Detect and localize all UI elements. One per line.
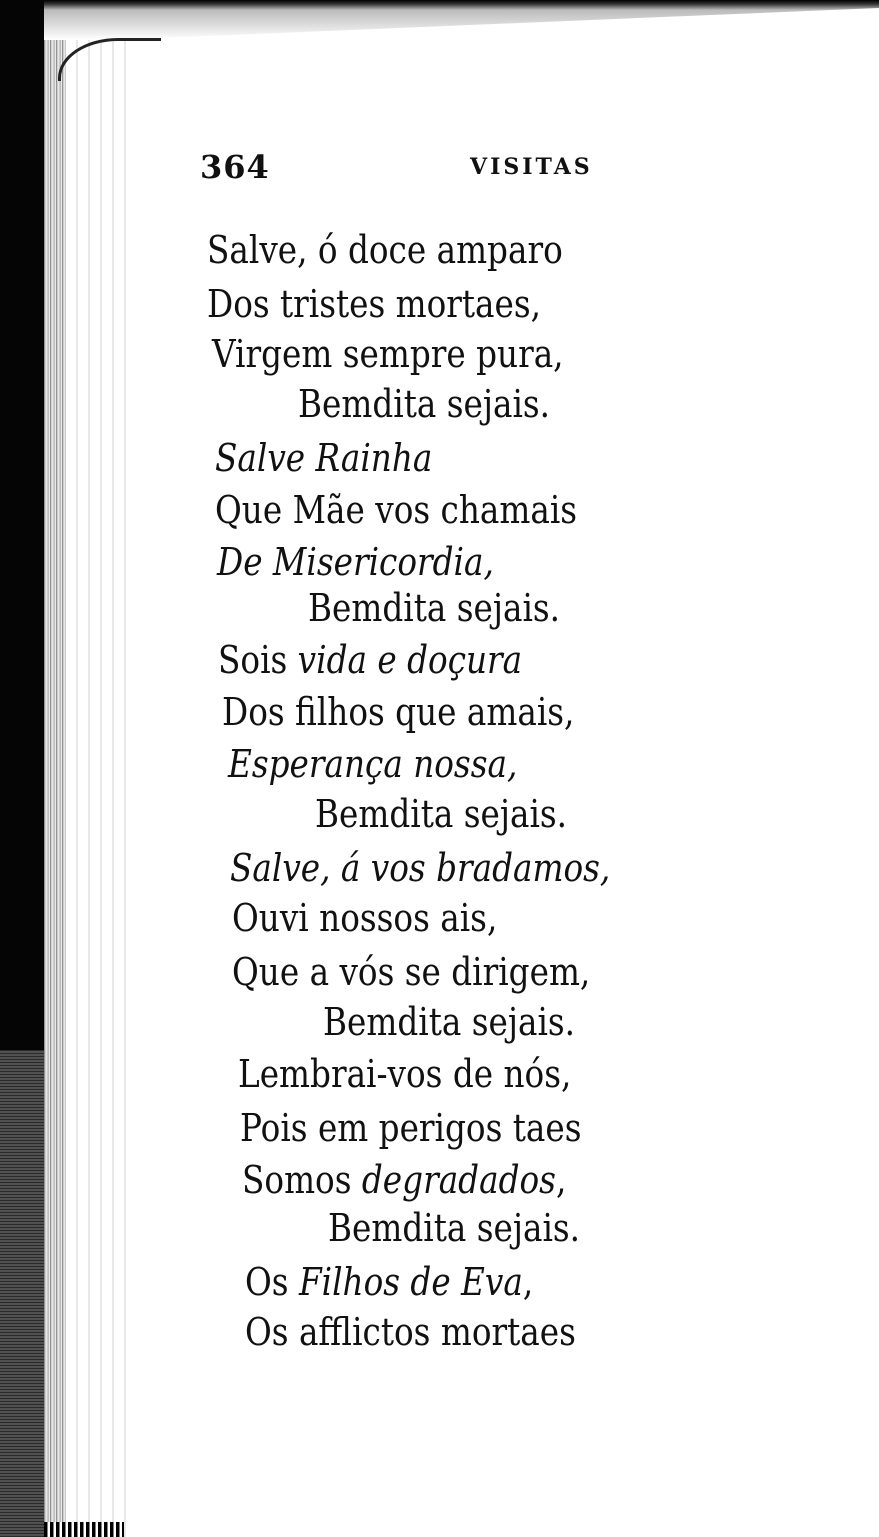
roman-text: Bemdita sejais. (315, 792, 568, 836)
italic-text: Salve, á vos bradamos, (230, 846, 611, 890)
italic-text: De Misericordia, (217, 540, 494, 584)
italic-text: Esperança nossa, (228, 742, 518, 786)
roman-text: Os afflictos mortaes (245, 1310, 576, 1354)
poem-line (212, 332, 564, 376)
roman-text: Dos filhos que amais, (222, 690, 575, 734)
roman-text: Salve, ó doce amparo (207, 228, 563, 272)
italic-text: degradados (361, 1158, 556, 1202)
italic-text: Filhos de Eva (298, 1260, 523, 1304)
poem-line (230, 846, 610, 890)
poem-line (215, 436, 432, 480)
roman-text: Pois em perigos taes (240, 1106, 582, 1150)
poem-line (323, 1000, 575, 1044)
poem-line (217, 540, 494, 584)
header-title: VISITAS (470, 154, 593, 180)
poem-line (242, 1158, 566, 1202)
poem-line (328, 1206, 580, 1250)
roman-text: , (522, 1260, 534, 1304)
roman-text: Lembrai-vos de nós, (238, 1052, 572, 1096)
roman-text: Que a vós se dirigem, (232, 950, 591, 994)
poem-line (222, 690, 574, 734)
poem-line (218, 638, 522, 682)
poem-line (245, 1310, 576, 1354)
page-number: 364 (200, 148, 270, 186)
roman-text: Que Mãe vos chamais (215, 488, 578, 532)
roman-text: Bemdita sejais. (323, 1000, 576, 1044)
italic-text: vida e doçura (297, 638, 523, 682)
roman-text: Dos tristes mortaes, (207, 282, 542, 326)
poem-line (215, 488, 577, 532)
roman-text: Virgem sempre pura, (212, 332, 564, 376)
roman-text: Sois (218, 638, 298, 682)
poem-line (315, 792, 567, 836)
roman-text: Os (245, 1260, 299, 1304)
poem-line (207, 228, 563, 272)
poem-line (245, 1260, 533, 1304)
roman-text: Bemdita sejais. (298, 382, 551, 426)
poem-line (298, 382, 550, 426)
roman-text: Bemdita sejais. (308, 586, 561, 630)
roman-text: , (555, 1158, 567, 1202)
poem-line (232, 950, 590, 994)
poem-line (207, 282, 541, 326)
italic-text: Salve Rainha (215, 436, 433, 480)
poem-line (308, 586, 560, 630)
poem-line (238, 1052, 571, 1096)
roman-text: Bemdita sejais. (328, 1206, 581, 1250)
roman-text: Ouvi nossos ais, (232, 896, 498, 940)
poem-line (240, 1106, 581, 1150)
poem-line (232, 896, 497, 940)
poem-line (228, 742, 517, 786)
roman-text: Somos (242, 1158, 362, 1202)
